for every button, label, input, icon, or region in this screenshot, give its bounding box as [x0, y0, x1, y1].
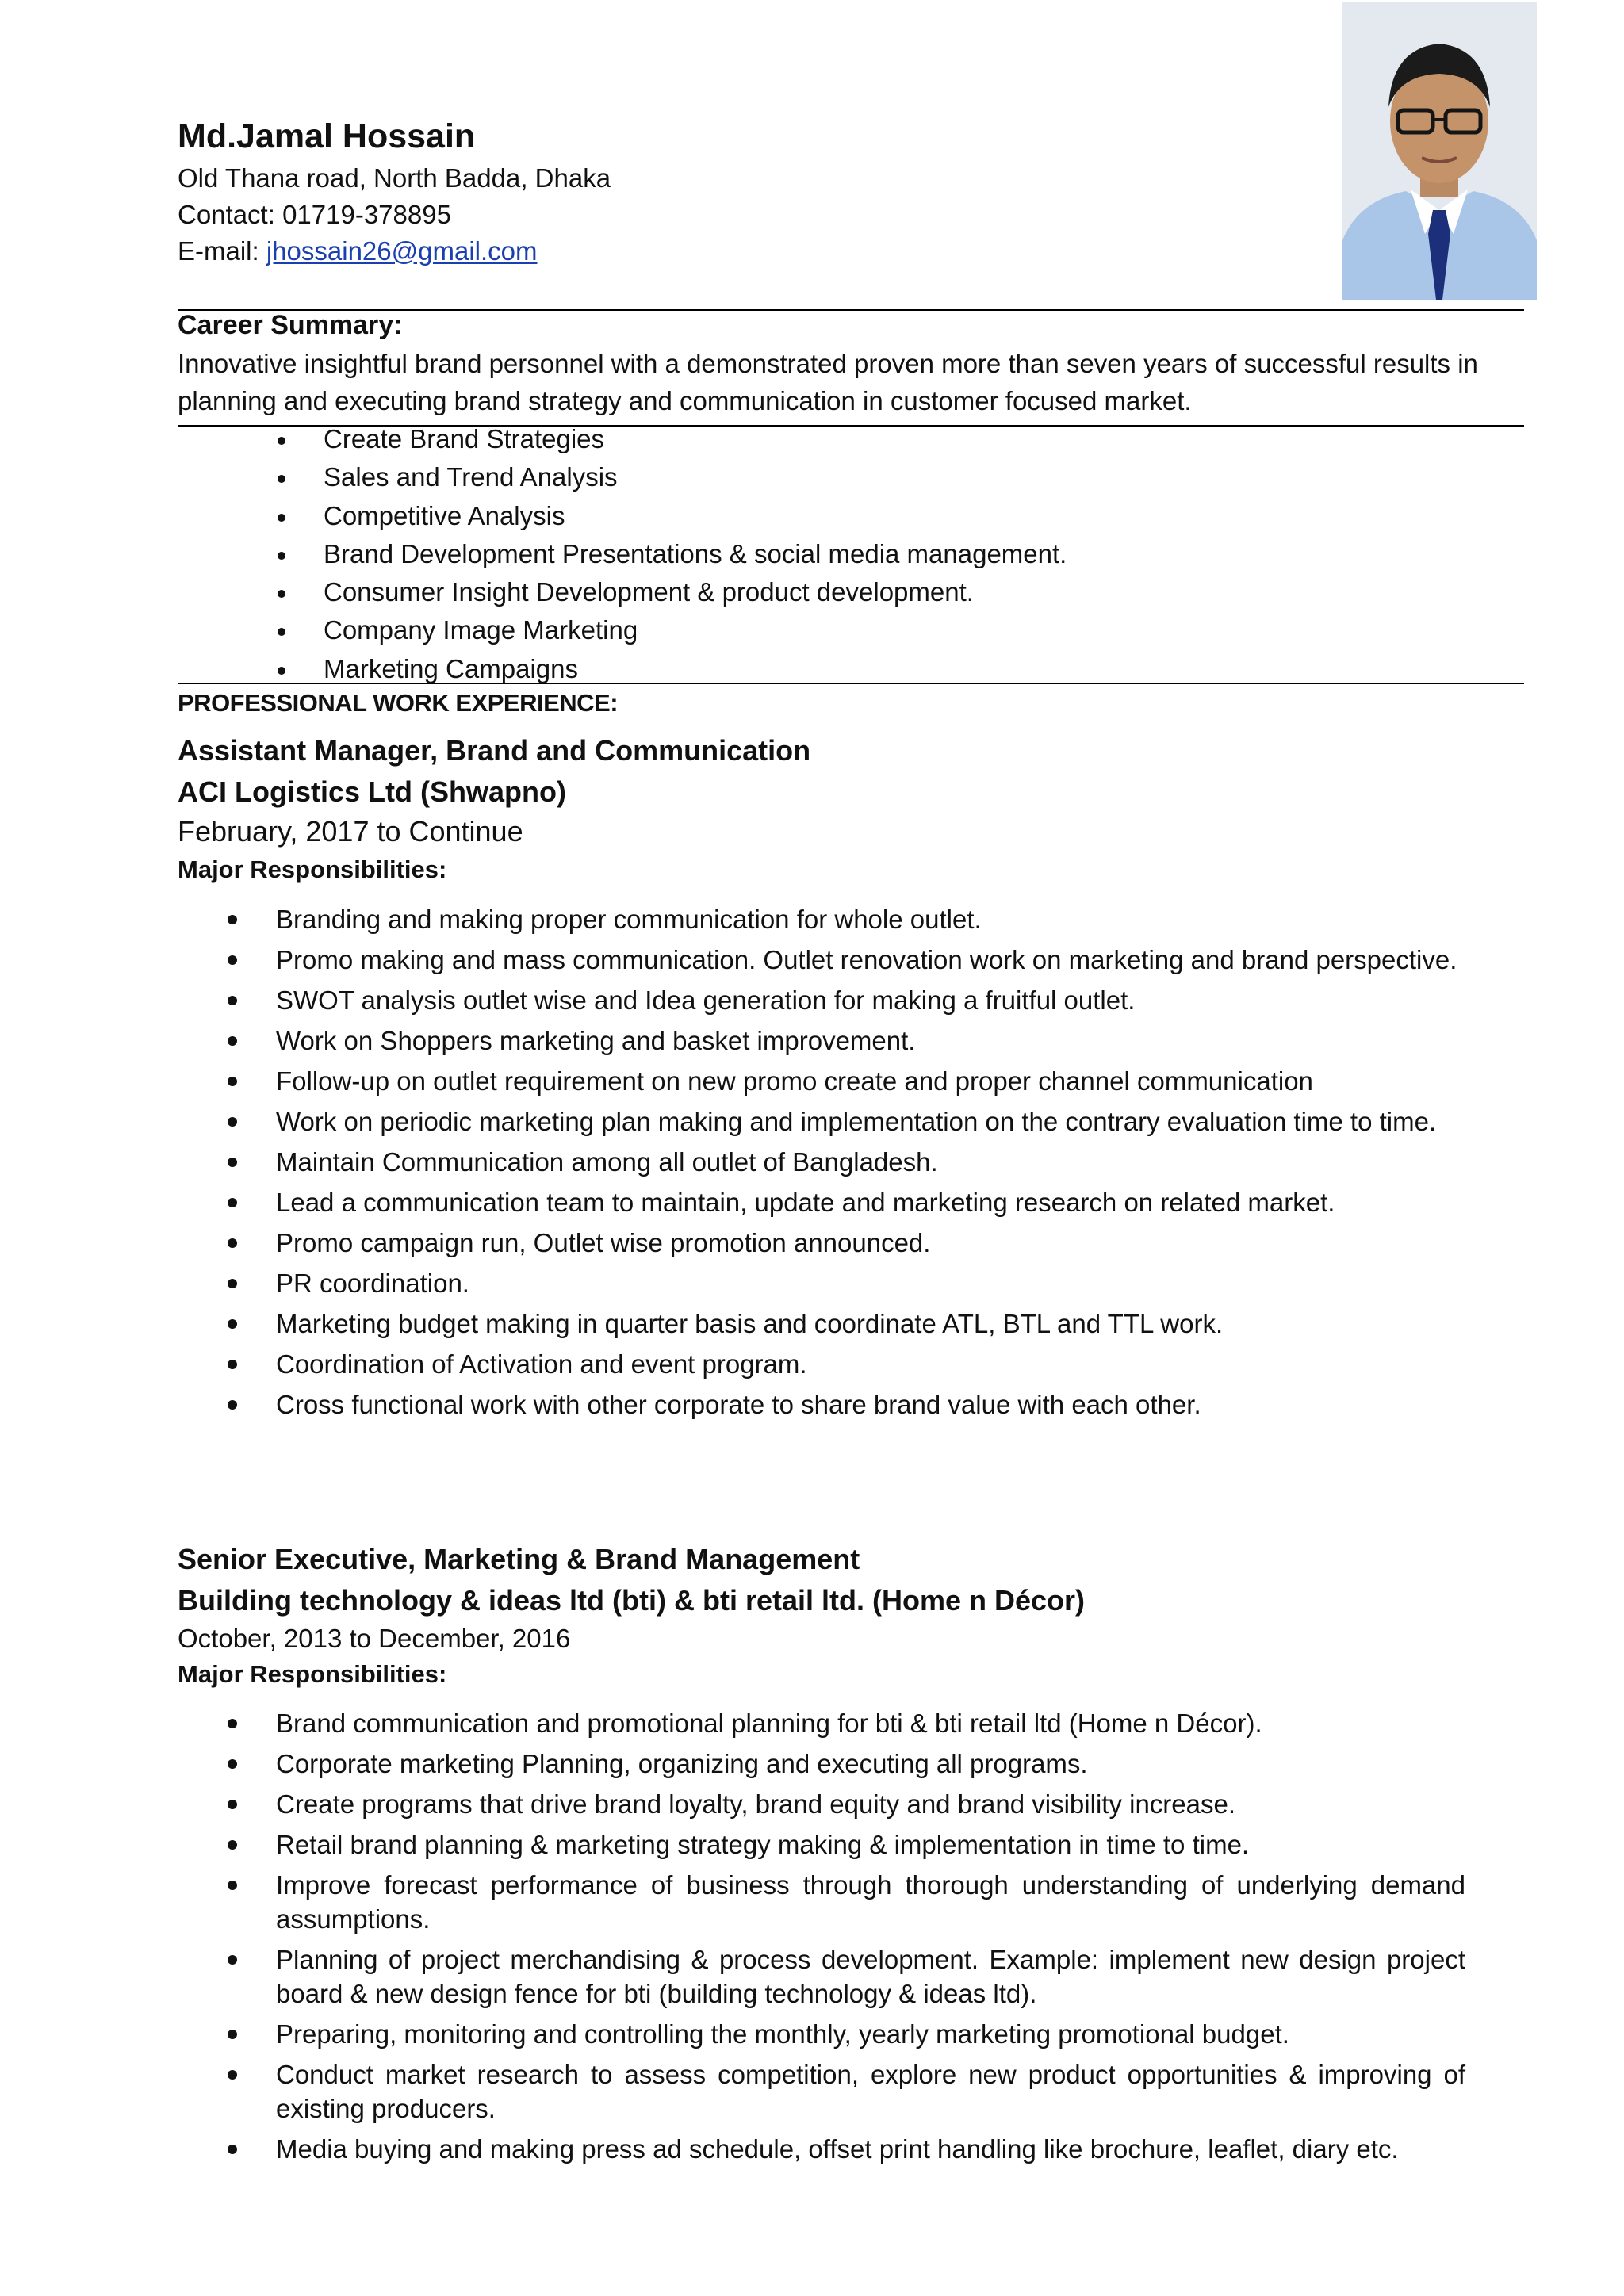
responsibility-item: Work on Shoppers marketing and basket improvement.	[274, 1024, 1465, 1058]
responsibility-item: Follow-up on outlet requirement on new promo create and proper channel communication	[274, 1064, 1465, 1098]
email-link[interactable]: jhossain26@gmail.com	[266, 236, 538, 266]
skill-item: Consumer Insight Development & product development.	[274, 573, 1067, 611]
job-company: ACI Logistics Ltd (Shwapno)	[178, 775, 566, 808]
skill-item: Brand Development Presentations & social media management.	[274, 535, 1067, 573]
skill-item: Competitive Analysis	[274, 497, 1067, 535]
skill-item: Marketing Campaigns	[274, 650, 1067, 688]
profile-photo	[1342, 2, 1537, 300]
responsibility-item: Cross functional work with other corporate to share brand value with each other.	[274, 1387, 1465, 1422]
responsibility-item: PR coordination.	[274, 1266, 1465, 1300]
divider	[178, 683, 1524, 684]
contact-email-line	[178, 236, 538, 266]
responsibility-item: Retail brand planning & marketing strategy making & implementation in time to time.	[274, 1827, 1465, 1862]
responsibility-item: Preparing, monitoring and controlling the monthly, yearly marketing promotional budget.	[274, 2017, 1465, 2051]
responsibility-item: Coordination of Activation and event program.	[274, 1347, 1465, 1381]
skill-item: Create Brand Strategies	[274, 420, 1067, 458]
career-summary-title: Career Summary:	[178, 310, 403, 340]
job-dates: February, 2017 to Continue	[178, 815, 523, 848]
responsibilities-list	[274, 902, 1465, 1428]
responsibility-item: SWOT analysis outlet wise and Idea generation for making a fruitful outlet.	[274, 983, 1465, 1017]
responsibility-item: Media buying and making press ad schedule, offset print handling like brochure, leaflet, diary etc.	[274, 2132, 1465, 2166]
email-label: E-mail:	[178, 236, 266, 266]
responsibilities-title: Major Responsibilities:	[178, 1660, 447, 1688]
contact-phone: Contact: 01719-378895	[178, 200, 451, 229]
address: Old Thana road, North Badda, Dhaka	[178, 163, 611, 193]
skill-item: Company Image Marketing	[274, 611, 1067, 649]
candidate-name: Md.Jamal Hossain	[178, 117, 476, 155]
job-company: Building technology & ideas ltd (bti) & bti retail ltd. (Home n Décor)	[178, 1584, 1086, 1617]
job-position: Senior Executive, Marketing & Brand Management	[178, 1543, 860, 1575]
responsibility-item: Promo making and mass communication. Outlet renovation work on marketing and brand perspective.	[274, 943, 1465, 977]
responsibility-item: Brand communication and promotional planning for bti & bti retail ltd (Home n Décor).	[274, 1706, 1465, 1740]
responsibility-item: Corporate marketing Planning, organizing and executing all programs.	[274, 1747, 1465, 1781]
responsibility-item: Planning of project merchandising & process development. Example: implement new design project board & new design fence for bti (building technology & ideas ltd).	[274, 1942, 1465, 2011]
responsibility-item: Branding and making proper communication for whole outlet.	[274, 902, 1465, 936]
career-summary-text: Innovative insightful brand personnel with a demonstrated proven more than seven years of successful results in planning and executing brand strategy and communication in customer focused market.	[178, 349, 1478, 415]
responsibility-item: Lead a communication team to maintain, update and marketing research on related market.	[274, 1185, 1465, 1219]
responsibility-item: Conduct market research to assess competition, explore new product opportunities & improving of existing producers.	[274, 2057, 1465, 2126]
skills-list	[274, 420, 1067, 688]
responsibility-item: Maintain Communication among all outlet of Bangladesh.	[274, 1145, 1465, 1179]
skill-item: Sales and Trend Analysis	[274, 458, 1067, 496]
experience-title: PROFESSIONAL WORK EXPERIENCE:	[178, 689, 619, 717]
job-position: Assistant Manager, Brand and Communication	[178, 734, 811, 767]
responsibility-item: Work on periodic marketing plan making and implementation on the contrary evaluation time to time.	[274, 1104, 1465, 1138]
responsibilities-list	[274, 1706, 1465, 2172]
job-dates: October, 2013 to December, 2016	[178, 1624, 571, 1653]
responsibility-item: Improve forecast performance of business through thorough understanding of underlying demand assumptions.	[274, 1868, 1465, 1936]
responsibilities-title: Major Responsibilities:	[178, 855, 447, 883]
responsibility-item: Create programs that drive brand loyalty, brand equity and brand visibility increase.	[274, 1787, 1465, 1821]
responsibility-item: Promo campaign run, Outlet wise promotion announced.	[274, 1226, 1465, 1260]
portrait-illustration	[1342, 2, 1537, 300]
responsibility-item: Marketing budget making in quarter basis and coordinate ATL, BTL and TTL work.	[274, 1307, 1465, 1341]
